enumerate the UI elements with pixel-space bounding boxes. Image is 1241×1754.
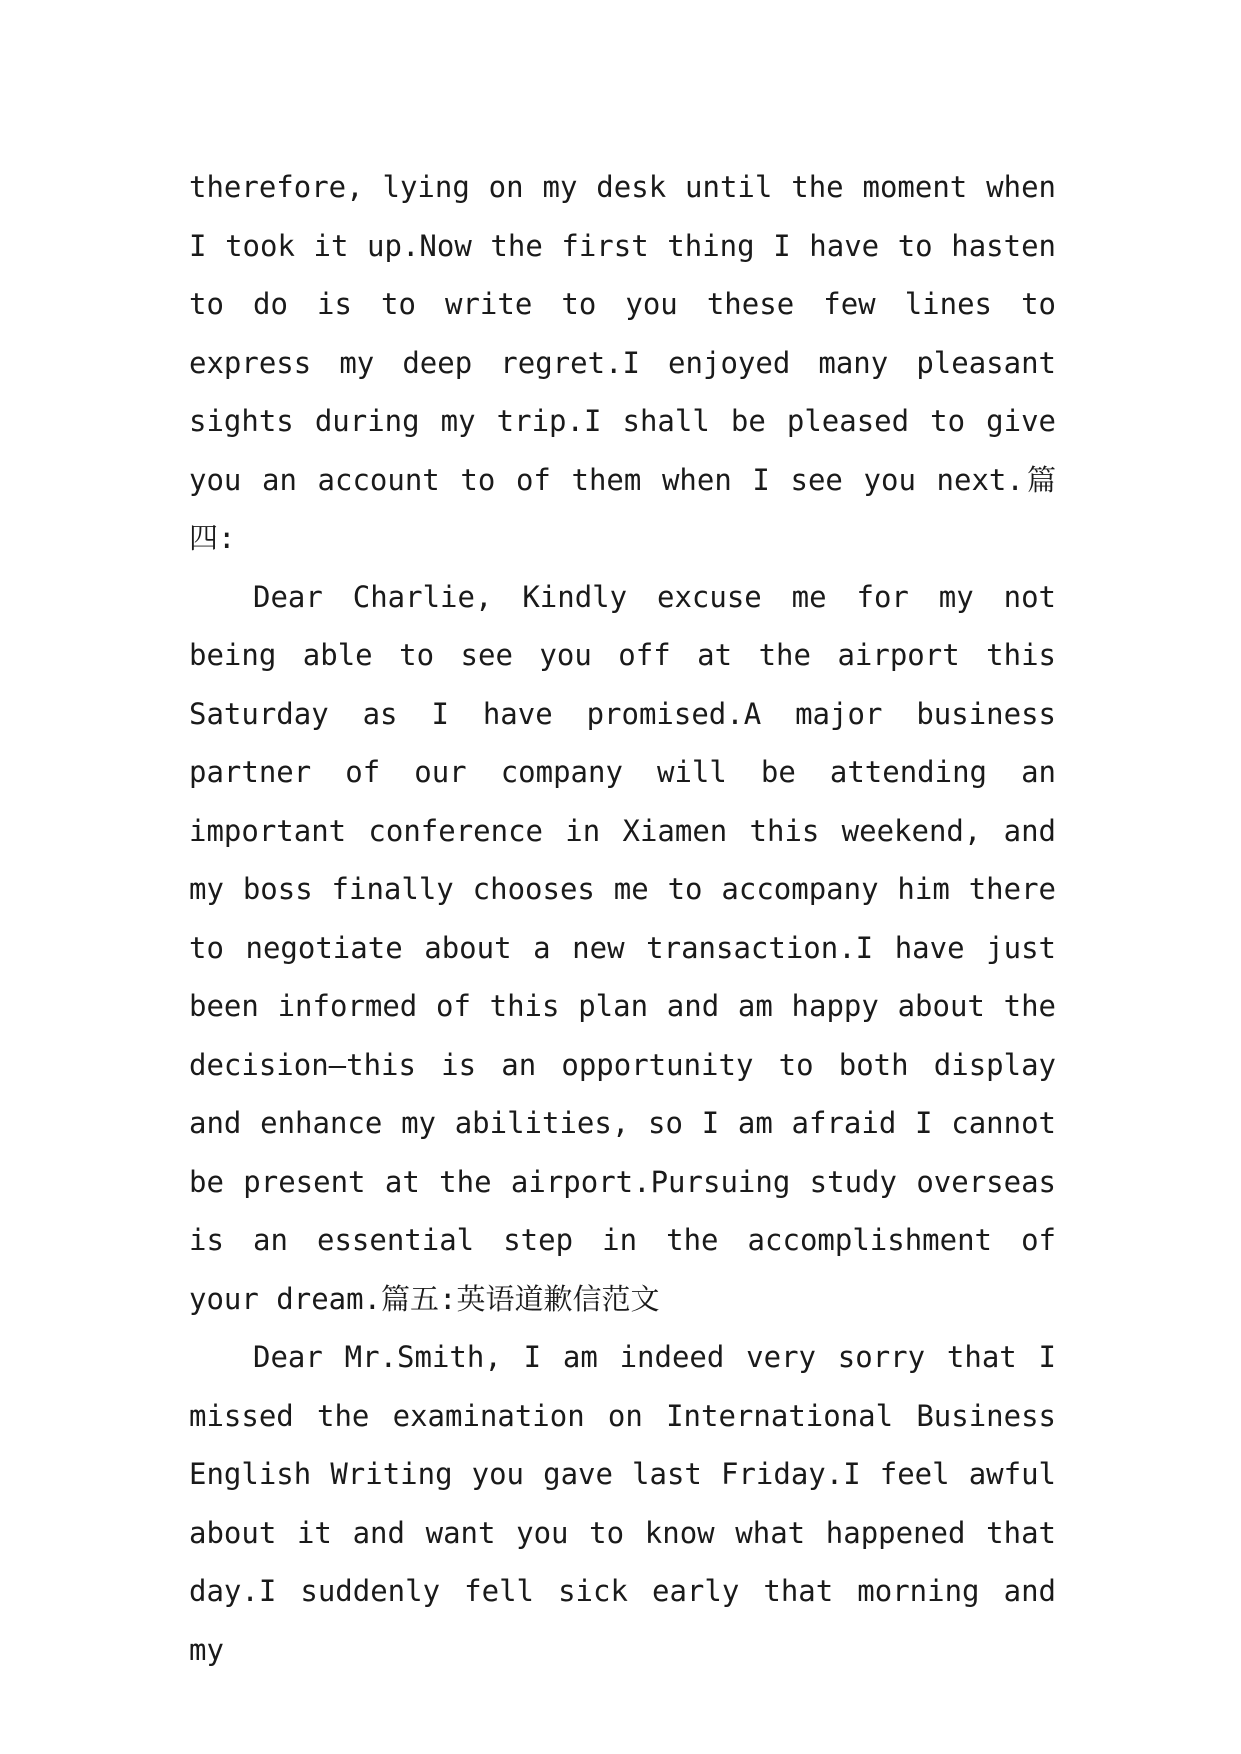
paragraph-3: Dear Mr.Smith, I am indeed very sorry that I missed the examination on International Business English Writing you gave last Friday.I feel awful about it and want you to know what happened that day.I suddenly fell sick early that morning and my bbox=[189, 1340, 1056, 1667]
paragraph-1: therefore, lying on my desk until the moment when I took it up.Now the first thing I have to hasten to do is to write to you these few lines to express my deep regret.I enjoyed many pleasant sights during my trip.I shall be pleased to give you an account to of them when I see you next.篇四: bbox=[189, 170, 1056, 555]
document-body bbox=[189, 158, 1056, 1679]
paragraph-2: Dear Charlie, Kindly excuse me for my not being able to see you off at the airport this Saturday as I have promised.A major business partner of our company will be attending an important conference in Xiamen this weekend, and my boss finally chooses me to accompany him there to negotiate about a new transaction.I have just been informed of this plan and am happy about the decision—this is an opportunity to both display and enhance my abilities, so I am afraid I cannot be present at the airport.Pursuing study overseas is an essential step in the accomplishment of your dream.篇五:英语道歉信范文 bbox=[189, 579, 1056, 1316]
